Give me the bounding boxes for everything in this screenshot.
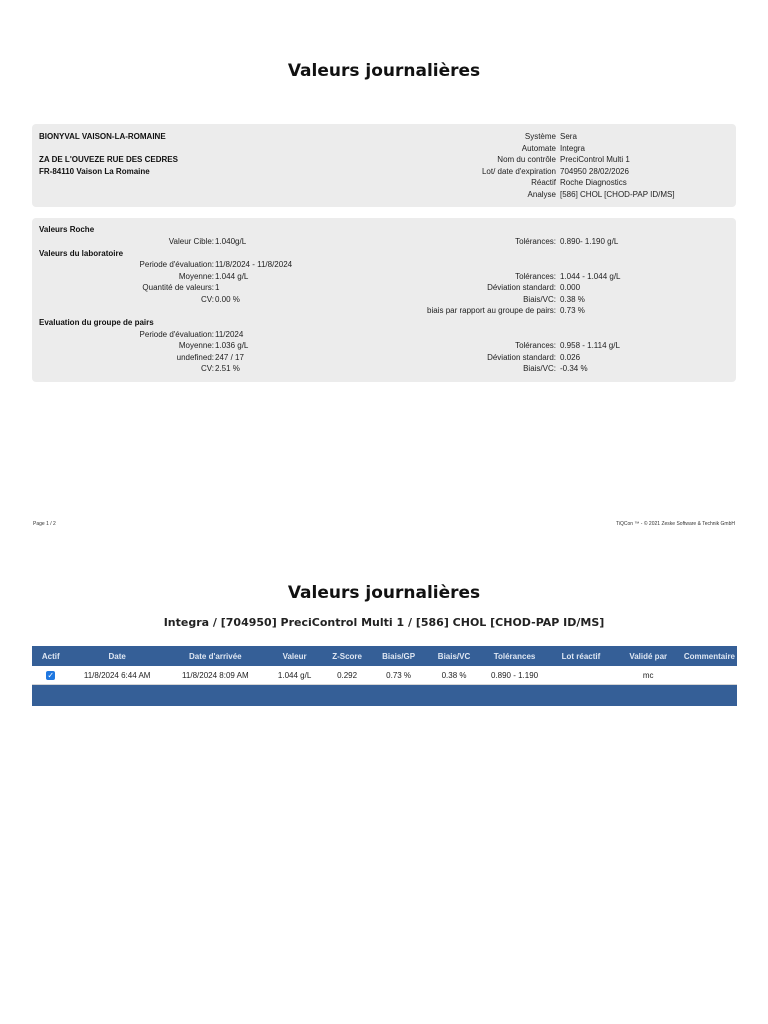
info-value-analyzer: Integra [560, 143, 585, 153]
table-row [32, 666, 737, 685]
date-cell: 11/8/2024 6:44 AM [70, 666, 165, 685]
col-header-bias-vc: Biais/VC [426, 646, 481, 666]
peer-tolerance-value: 0.958 - 1.114 g/L [560, 341, 620, 350]
lab-period-label: Periode d'évaluation: [139, 260, 214, 269]
comment-cell [682, 666, 737, 685]
roche-target-label: Valeur Cible: [168, 237, 214, 246]
daily-values-table [32, 646, 737, 706]
active-cell [32, 666, 70, 685]
col-header-date: Date [70, 646, 165, 666]
info-label-control: Nom du contrôle [497, 155, 556, 164]
bias-gp-cell: 0.73 % [371, 666, 426, 685]
peer-count-label: undefined: [176, 352, 214, 362]
col-header-value: Valeur [266, 646, 323, 666]
peer-bias-vc-label: Biais/VC: [523, 364, 556, 373]
col-header-tolerances: Tolérances [482, 646, 548, 666]
info-value-reagent: Roche Diagnostics [560, 178, 627, 187]
roche-heading: Valeurs Roche [39, 225, 95, 234]
roche-tolerance-label: Tolérances: [515, 237, 556, 246]
copyright: TiQCon ™ - © 2021 Zeske Software & Technik GmbH [615, 521, 735, 527]
col-header-reagent-lot: Lot réactif [547, 646, 614, 666]
lab-peer-bias-label: biais par rapport au groupe de pairs: [427, 306, 556, 315]
col-header-comment: Commentaire [682, 646, 737, 666]
active-checkbox[interactable]: ✓ [47, 670, 55, 680]
lab-name: BIONYVAL VAISON-LA-ROMAINE [39, 132, 166, 141]
lab-values-heading: Valeurs du laboratoire [39, 248, 124, 258]
peer-cv-label: CV: [200, 364, 214, 373]
roche-target-value: 1.040g/L [215, 237, 247, 246]
info-label-analysis: Analyse [527, 189, 556, 199]
info-label-system: Système [524, 132, 556, 141]
lab-cv-value: 0.00 % [215, 294, 240, 304]
lab-count-value: 1 [215, 283, 220, 292]
table-footer-row [32, 685, 737, 707]
peer-heading: Evaluation du groupe de pairs [39, 318, 154, 327]
value-cell: 1.044 g/L [266, 666, 323, 685]
lab-tolerance-value: 1.044 - 1.044 g/L [560, 271, 621, 281]
lab-cv-label: CV: [200, 294, 214, 304]
peer-cv-value: 2.51 % [215, 364, 240, 373]
tolerances-cell: 0.890 - 1.190 [482, 666, 548, 685]
lab-bias-vc-value: 0.38 % [560, 294, 585, 304]
peer-sd-value: 0.026 [560, 352, 581, 362]
info-label-lot: Lot/ date d'expiration [481, 166, 556, 176]
page-number: Page 1 / 2 [33, 521, 56, 527]
lab-sd-label: Déviation standard: [487, 283, 556, 292]
col-header-validated-by: Validé par [615, 646, 682, 666]
info-value-analysis: [586] CHOL [CHOD-PAP ID/MS] [560, 189, 675, 199]
col-header-active: Actif [32, 646, 70, 666]
peer-period-value: 11/2024 [215, 329, 244, 339]
info-value-system: Sera [560, 132, 577, 141]
reagent-lot-cell [547, 666, 614, 685]
lab-count-label: Quantité de valeurs: [142, 283, 214, 292]
lab-mean-value: 1.044 g/L [215, 271, 249, 281]
col-header-arrival-date: Date d'arrivée [165, 646, 266, 666]
lab-sd-value: 0.000 [560, 283, 581, 292]
bias-vc-cell: 0.38 % [426, 666, 481, 685]
lab-period-value: 11/8/2024 - 11/8/2024 [215, 260, 293, 269]
col-header-bias-gp: Biais/GP [371, 646, 426, 666]
info-label-analyzer: Automate [521, 143, 556, 153]
statistics-panel [32, 218, 736, 382]
info-value-lot: 704950 28/02/2026 [560, 166, 629, 176]
page-title: Valeurs journalières [287, 61, 481, 81]
info-value-control: PreciControl Multi 1 [560, 155, 630, 164]
lab-bias-vc-label: Biais/VC: [523, 294, 556, 304]
page-subtitle: Integra / [704950] PreciControl Multi 1 / [586] CHOL [CHOD-PAP ID/MS] [163, 616, 605, 629]
peer-period-label: Periode d'évaluation: [139, 329, 214, 339]
peer-bias-vc-value: -0.34 % [560, 364, 588, 373]
table-header-row [32, 646, 737, 666]
table-footer [32, 685, 737, 707]
lab-peer-bias-value: 0.73 % [560, 306, 585, 315]
lab-address-line2: FR-84110 Vaison La Romaine [39, 167, 150, 176]
peer-count-value: 247 / 17 [215, 352, 244, 362]
lab-mean-label: Moyenne: [178, 271, 214, 281]
col-header-zscore: Z-Score [323, 646, 371, 666]
zscore-cell: 0.292 [323, 666, 371, 685]
roche-tolerance-value: 0.890- 1.190 g/L [560, 237, 619, 246]
lab-tolerance-label: Tolérances: [515, 271, 556, 281]
lab-info-panel [32, 124, 736, 207]
page-title: Valeurs journalières [287, 583, 481, 603]
arrival-date-cell: 11/8/2024 8:09 AM [165, 666, 266, 685]
info-label-reagent: Réactif [531, 178, 556, 187]
peer-mean-label: Moyenne: [178, 341, 214, 350]
peer-tolerance-label: Tolérances: [515, 341, 556, 350]
peer-sd-label: Déviation standard: [487, 352, 556, 362]
validated-by-cell: mc [615, 666, 682, 685]
lab-address-line1: ZA DE L'OUVEZE RUE DES CEDRES [39, 155, 178, 164]
peer-mean-value: 1.036 g/L [215, 341, 249, 350]
